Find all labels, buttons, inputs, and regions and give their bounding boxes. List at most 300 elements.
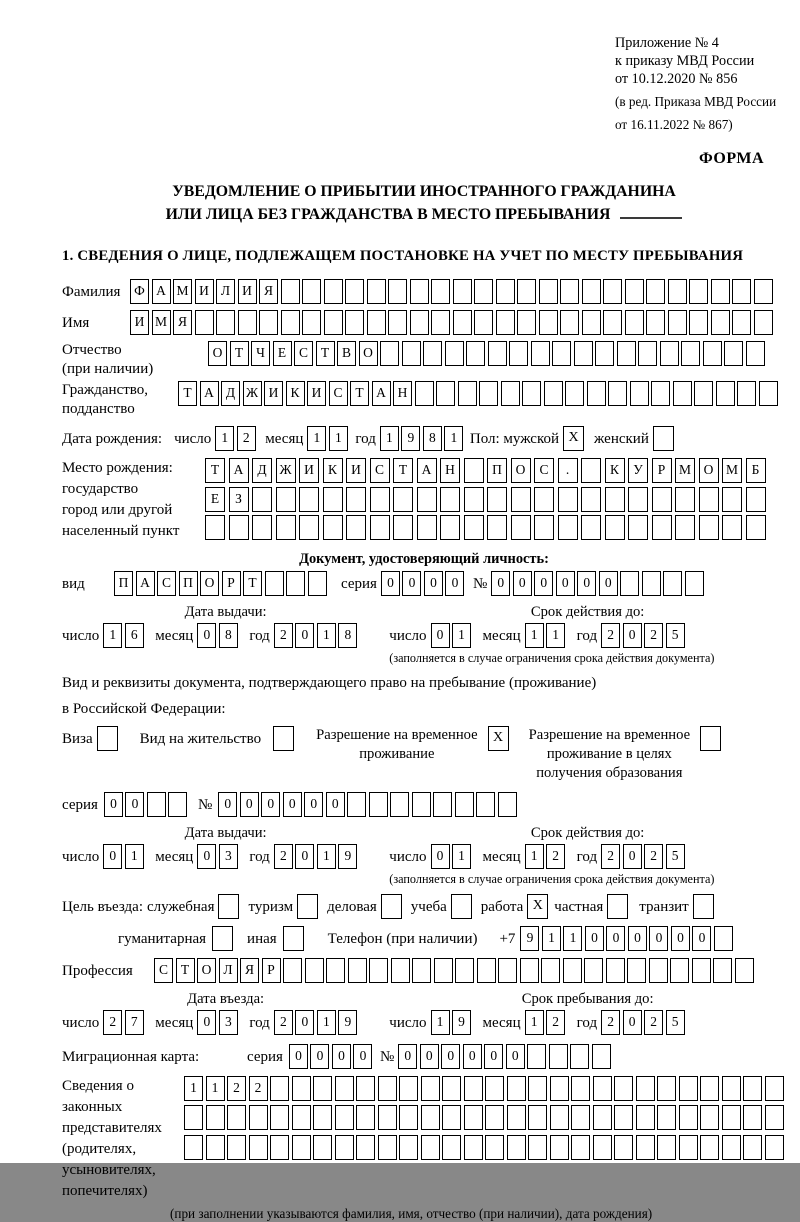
form-cell[interactable] (646, 310, 665, 335)
form-cell[interactable] (168, 792, 187, 817)
form-cell[interactable] (466, 341, 485, 366)
form-cell[interactable] (522, 381, 541, 406)
form-cell[interactable] (668, 279, 687, 304)
form-cell[interactable]: 9 (338, 1010, 357, 1035)
form-cell[interactable]: 5 (666, 623, 685, 648)
form-cell[interactable] (652, 487, 672, 512)
form-cell[interactable]: Я (240, 958, 259, 983)
form-cell[interactable] (754, 279, 773, 304)
form-cell[interactable]: А (417, 458, 437, 483)
form-cell[interactable] (743, 1135, 762, 1160)
form-cell[interactable] (517, 279, 536, 304)
purpose-other-checkbox[interactable] (283, 926, 304, 951)
form-cell[interactable] (628, 487, 648, 512)
form-cell[interactable]: Л (219, 958, 238, 983)
form-cell[interactable] (539, 279, 558, 304)
form-cell[interactable] (412, 958, 431, 983)
form-cell[interactable] (679, 1135, 698, 1160)
form-cell[interactable] (326, 958, 345, 983)
form-cell[interactable] (735, 958, 754, 983)
form-cell[interactable] (670, 958, 689, 983)
form-cell[interactable] (388, 279, 407, 304)
form-cell[interactable] (249, 1135, 268, 1160)
form-cell[interactable] (147, 792, 166, 817)
form-cell[interactable]: 0 (326, 792, 345, 817)
form-cell[interactable] (431, 279, 450, 304)
form-cell[interactable] (313, 1105, 332, 1130)
form-cell[interactable]: Л (216, 279, 235, 304)
visa-checkbox[interactable] (97, 726, 118, 751)
form-cell[interactable] (205, 515, 225, 540)
form-cell[interactable] (501, 381, 520, 406)
form-cell[interactable]: Я (173, 310, 192, 335)
form-cell[interactable] (716, 381, 735, 406)
form-cell[interactable]: Т (350, 381, 369, 406)
form-cell[interactable] (455, 958, 474, 983)
form-cell[interactable]: М (173, 279, 192, 304)
form-cell[interactable] (603, 310, 622, 335)
form-cell[interactable] (286, 571, 305, 596)
form-cell[interactable] (692, 958, 711, 983)
form-cell[interactable] (700, 1135, 719, 1160)
form-cell[interactable] (571, 1135, 590, 1160)
form-cell[interactable] (638, 341, 657, 366)
form-cell[interactable] (496, 310, 515, 335)
form-cell[interactable] (528, 1105, 547, 1130)
form-cell[interactable]: 1 (525, 1010, 544, 1035)
form-cell[interactable]: Т (316, 341, 335, 366)
form-cell[interactable] (699, 487, 719, 512)
form-cell[interactable] (660, 341, 679, 366)
form-cell[interactable] (313, 1076, 332, 1101)
form-cell[interactable]: О (208, 341, 227, 366)
form-cell[interactable] (574, 341, 593, 366)
form-cell[interactable] (628, 515, 648, 540)
form-cell[interactable]: 0 (353, 1044, 372, 1069)
form-cell[interactable] (423, 341, 442, 366)
form-cell[interactable] (649, 958, 668, 983)
form-cell[interactable] (283, 958, 302, 983)
form-cell[interactable] (651, 381, 670, 406)
form-cell[interactable] (528, 1076, 547, 1101)
form-cell[interactable] (393, 487, 413, 512)
form-cell[interactable] (507, 1105, 526, 1130)
form-cell[interactable] (689, 279, 708, 304)
form-cell[interactable] (302, 279, 321, 304)
form-cell[interactable] (453, 310, 472, 335)
form-cell[interactable]: 1 (380, 426, 399, 451)
form-cell[interactable] (464, 1135, 483, 1160)
form-cell[interactable] (732, 310, 751, 335)
form-cell[interactable]: 0 (623, 1010, 642, 1035)
form-cell[interactable]: 2 (227, 1076, 246, 1101)
form-cell[interactable] (238, 310, 257, 335)
form-cell[interactable] (679, 1076, 698, 1101)
form-cell[interactable] (765, 1135, 784, 1160)
form-cell[interactable] (642, 571, 661, 596)
form-cell[interactable] (436, 381, 455, 406)
form-cell[interactable]: 0 (491, 571, 510, 596)
form-cell[interactable]: 0 (441, 1044, 460, 1069)
form-cell[interactable]: 3 (219, 844, 238, 869)
form-cell[interactable]: И (195, 279, 214, 304)
form-cell[interactable] (442, 1076, 461, 1101)
form-cell[interactable]: Р (262, 958, 281, 983)
form-cell[interactable] (323, 487, 343, 512)
form-cell[interactable] (292, 1076, 311, 1101)
form-cell[interactable] (417, 487, 437, 512)
form-cell[interactable]: 1 (329, 426, 348, 451)
form-cell[interactable]: С (157, 571, 176, 596)
form-cell[interactable]: 9 (338, 844, 357, 869)
form-cell[interactable] (410, 279, 429, 304)
form-cell[interactable] (582, 310, 601, 335)
form-cell[interactable] (487, 487, 507, 512)
form-cell[interactable] (582, 279, 601, 304)
form-cell[interactable] (399, 1076, 418, 1101)
form-cell[interactable] (550, 1135, 569, 1160)
form-cell[interactable] (527, 1044, 546, 1069)
form-cell[interactable] (421, 1135, 440, 1160)
form-cell[interactable]: Ж (276, 458, 296, 483)
purpose-tourism-checkbox[interactable] (297, 894, 318, 919)
form-cell[interactable] (442, 1135, 461, 1160)
form-cell[interactable] (474, 279, 493, 304)
form-cell[interactable]: 2 (644, 623, 663, 648)
form-cell[interactable]: 0 (623, 844, 642, 869)
form-cell[interactable] (689, 310, 708, 335)
form-cell[interactable] (714, 926, 733, 951)
form-cell[interactable] (614, 1076, 633, 1101)
form-cell[interactable]: 1 (563, 926, 582, 951)
form-cell[interactable]: И (307, 381, 326, 406)
form-cell[interactable] (746, 487, 766, 512)
form-cell[interactable] (549, 1044, 568, 1069)
form-cell[interactable] (605, 515, 625, 540)
form-cell[interactable] (391, 958, 410, 983)
form-cell[interactable] (464, 487, 484, 512)
form-cell[interactable]: 0 (289, 1044, 308, 1069)
form-cell[interactable] (560, 279, 579, 304)
form-cell[interactable] (299, 487, 319, 512)
edu-residence-checkbox[interactable] (700, 726, 721, 751)
form-cell[interactable]: 2 (103, 1010, 122, 1035)
form-cell[interactable]: 1 (444, 426, 463, 451)
form-cell[interactable] (544, 381, 563, 406)
form-cell[interactable] (265, 571, 284, 596)
form-cell[interactable] (528, 1135, 547, 1160)
gender-male-checkbox[interactable]: X (563, 426, 584, 451)
purpose-study-checkbox[interactable] (451, 894, 472, 919)
form-cell[interactable] (402, 341, 421, 366)
form-cell[interactable]: 0 (671, 926, 690, 951)
form-cell[interactable] (581, 458, 601, 483)
form-cell[interactable] (627, 958, 646, 983)
form-cell[interactable]: 0 (692, 926, 711, 951)
form-cell[interactable]: 0 (623, 623, 642, 648)
form-cell[interactable]: П (179, 571, 198, 596)
form-cell[interactable]: 0 (506, 1044, 525, 1069)
form-cell[interactable] (581, 487, 601, 512)
form-cell[interactable]: 1 (452, 844, 471, 869)
form-cell[interactable] (442, 1105, 461, 1130)
form-cell[interactable]: 0 (283, 792, 302, 817)
form-cell[interactable] (571, 1076, 590, 1101)
form-cell[interactable] (323, 515, 343, 540)
form-cell[interactable] (433, 792, 452, 817)
form-cell[interactable]: 1 (103, 623, 122, 648)
form-cell[interactable] (276, 487, 296, 512)
form-cell[interactable] (390, 792, 409, 817)
purpose-private-checkbox[interactable] (607, 894, 628, 919)
form-cell[interactable] (636, 1135, 655, 1160)
form-cell[interactable] (511, 487, 531, 512)
form-cell[interactable]: 2 (601, 844, 620, 869)
form-cell[interactable] (498, 792, 517, 817)
form-cell[interactable] (498, 958, 517, 983)
form-cell[interactable] (722, 1105, 741, 1130)
form-cell[interactable]: А (229, 458, 249, 483)
form-cell[interactable]: 1 (525, 844, 544, 869)
form-cell[interactable] (369, 792, 388, 817)
form-cell[interactable]: 0 (463, 1044, 482, 1069)
form-cell[interactable] (485, 1105, 504, 1130)
form-cell[interactable]: К (605, 458, 625, 483)
purpose-work-checkbox[interactable]: X (527, 894, 548, 919)
form-cell[interactable] (259, 310, 278, 335)
form-cell[interactable] (369, 958, 388, 983)
form-cell[interactable] (252, 487, 272, 512)
form-cell[interactable]: 0 (218, 792, 237, 817)
form-cell[interactable] (378, 1135, 397, 1160)
form-cell[interactable] (476, 792, 495, 817)
form-cell[interactable] (249, 1105, 268, 1130)
form-cell[interactable]: 0 (104, 792, 123, 817)
form-cell[interactable] (378, 1105, 397, 1130)
form-cell[interactable] (496, 279, 515, 304)
form-cell[interactable]: И (238, 279, 257, 304)
form-cell[interactable] (421, 1076, 440, 1101)
form-cell[interactable]: 2 (644, 1010, 663, 1035)
form-cell[interactable] (765, 1076, 784, 1101)
form-cell[interactable]: М (152, 310, 171, 335)
form-cell[interactable] (743, 1105, 762, 1130)
form-cell[interactable] (440, 487, 460, 512)
form-cell[interactable]: 0 (628, 926, 647, 951)
form-cell[interactable] (370, 515, 390, 540)
form-cell[interactable]: О (197, 958, 216, 983)
form-cell[interactable] (675, 487, 695, 512)
form-cell[interactable]: Ф (130, 279, 149, 304)
form-cell[interactable]: 9 (452, 1010, 471, 1035)
form-cell[interactable] (563, 958, 582, 983)
form-cell[interactable] (699, 515, 719, 540)
form-cell[interactable]: 0 (295, 623, 314, 648)
form-cell[interactable] (458, 381, 477, 406)
form-cell[interactable] (584, 958, 603, 983)
form-cell[interactable]: С (534, 458, 554, 483)
form-cell[interactable] (534, 515, 554, 540)
form-cell[interactable]: 0 (431, 844, 450, 869)
form-cell[interactable] (625, 310, 644, 335)
form-cell[interactable]: 0 (599, 571, 618, 596)
form-cell[interactable] (455, 792, 474, 817)
form-cell[interactable]: 5 (666, 1010, 685, 1035)
form-cell[interactable] (474, 310, 493, 335)
form-cell[interactable] (746, 341, 765, 366)
form-cell[interactable]: 0 (103, 844, 122, 869)
form-cell[interactable]: Б (746, 458, 766, 483)
form-cell[interactable] (620, 571, 639, 596)
form-cell[interactable]: 2 (644, 844, 663, 869)
form-cell[interactable] (713, 958, 732, 983)
form-cell[interactable] (487, 515, 507, 540)
form-cell[interactable] (367, 279, 386, 304)
form-cell[interactable]: 3 (219, 1010, 238, 1035)
purpose-commercial-checkbox[interactable] (381, 894, 402, 919)
form-cell[interactable]: О (200, 571, 219, 596)
form-cell[interactable]: Е (205, 487, 225, 512)
form-cell[interactable] (292, 1135, 311, 1160)
form-cell[interactable]: 2 (274, 844, 293, 869)
form-cell[interactable] (464, 458, 484, 483)
form-cell[interactable]: А (372, 381, 391, 406)
form-cell[interactable] (313, 1135, 332, 1160)
form-cell[interactable] (216, 310, 235, 335)
form-cell[interactable] (270, 1105, 289, 1130)
form-cell[interactable] (346, 487, 366, 512)
form-cell[interactable] (431, 310, 450, 335)
form-cell[interactable]: 1 (525, 623, 544, 648)
form-cell[interactable]: 7 (125, 1010, 144, 1035)
form-cell[interactable] (679, 1105, 698, 1130)
form-cell[interactable]: С (294, 341, 313, 366)
form-cell[interactable]: 8 (338, 623, 357, 648)
form-cell[interactable] (737, 381, 756, 406)
form-cell[interactable] (593, 1135, 612, 1160)
form-cell[interactable]: А (152, 279, 171, 304)
form-cell[interactable] (552, 341, 571, 366)
purpose-business-checkbox[interactable] (218, 894, 239, 919)
form-cell[interactable] (614, 1105, 633, 1130)
form-cell[interactable] (657, 1135, 676, 1160)
form-cell[interactable] (415, 381, 434, 406)
form-cell[interactable] (668, 310, 687, 335)
form-cell[interactable] (663, 571, 682, 596)
form-cell[interactable] (617, 341, 636, 366)
form-cell[interactable]: 0 (585, 926, 604, 951)
form-cell[interactable] (558, 515, 578, 540)
form-cell[interactable] (765, 1105, 784, 1130)
form-cell[interactable]: Р (652, 458, 672, 483)
form-cell[interactable] (759, 381, 778, 406)
form-cell[interactable] (412, 792, 431, 817)
form-cell[interactable] (571, 1105, 590, 1130)
form-cell[interactable] (694, 381, 713, 406)
form-cell[interactable]: 1 (125, 844, 144, 869)
form-cell[interactable] (711, 310, 730, 335)
form-cell[interactable] (227, 1135, 246, 1160)
form-cell[interactable] (356, 1076, 375, 1101)
form-cell[interactable] (229, 515, 249, 540)
form-cell[interactable] (608, 381, 627, 406)
form-cell[interactable] (581, 515, 601, 540)
form-cell[interactable] (324, 310, 343, 335)
form-cell[interactable]: 1 (215, 426, 234, 451)
form-cell[interactable] (380, 341, 399, 366)
form-cell[interactable] (531, 341, 550, 366)
form-cell[interactable]: 1 (431, 1010, 450, 1035)
form-cell[interactable] (345, 310, 364, 335)
purpose-humanitarian-checkbox[interactable] (212, 926, 233, 951)
form-cell[interactable]: С (370, 458, 390, 483)
form-cell[interactable] (565, 381, 584, 406)
form-cell[interactable]: Я (259, 279, 278, 304)
form-cell[interactable] (711, 279, 730, 304)
form-cell[interactable]: А (200, 381, 219, 406)
form-cell[interactable]: 5 (666, 844, 685, 869)
form-cell[interactable] (558, 487, 578, 512)
form-cell[interactable] (507, 1135, 526, 1160)
form-cell[interactable]: 1 (317, 1010, 336, 1035)
gender-female-checkbox[interactable] (653, 426, 674, 451)
form-cell[interactable]: 8 (219, 623, 238, 648)
form-cell[interactable] (270, 1076, 289, 1101)
form-cell[interactable]: И (299, 458, 319, 483)
form-cell[interactable] (673, 381, 692, 406)
form-cell[interactable]: 1 (206, 1076, 225, 1101)
form-cell[interactable]: 0 (649, 926, 668, 951)
form-cell[interactable] (657, 1105, 676, 1130)
form-cell[interactable] (595, 341, 614, 366)
form-cell[interactable] (388, 310, 407, 335)
form-cell[interactable] (541, 958, 560, 983)
form-cell[interactable] (593, 1076, 612, 1101)
form-cell[interactable]: О (699, 458, 719, 483)
form-cell[interactable] (724, 341, 743, 366)
form-cell[interactable]: 0 (332, 1044, 351, 1069)
form-cell[interactable]: 0 (513, 571, 532, 596)
form-cell[interactable]: 0 (577, 571, 596, 596)
form-cell[interactable] (509, 341, 528, 366)
form-cell[interactable] (292, 1105, 311, 1130)
form-cell[interactable]: 1 (546, 623, 565, 648)
form-cell[interactable]: 1 (317, 623, 336, 648)
form-cell[interactable]: 2 (274, 623, 293, 648)
residence-permit-checkbox[interactable] (273, 726, 294, 751)
form-cell[interactable]: 0 (197, 623, 216, 648)
temp-residence-checkbox[interactable]: X (488, 726, 509, 751)
form-cell[interactable]: 0 (606, 926, 625, 951)
form-cell[interactable]: 0 (424, 571, 443, 596)
form-cell[interactable] (587, 381, 606, 406)
form-cell[interactable] (206, 1105, 225, 1130)
form-cell[interactable]: 0 (304, 792, 323, 817)
form-cell[interactable]: В (337, 341, 356, 366)
form-cell[interactable]: 0 (420, 1044, 439, 1069)
form-cell[interactable] (270, 1135, 289, 1160)
form-cell[interactable] (410, 310, 429, 335)
form-cell[interactable] (464, 1105, 483, 1130)
form-cell[interactable] (485, 1076, 504, 1101)
form-cell[interactable]: 0 (240, 792, 259, 817)
form-cell[interactable]: 1 (307, 426, 326, 451)
form-cell[interactable] (550, 1105, 569, 1130)
form-cell[interactable] (305, 958, 324, 983)
form-cell[interactable]: 8 (423, 426, 442, 451)
form-cell[interactable] (345, 279, 364, 304)
form-cell[interactable] (477, 958, 496, 983)
